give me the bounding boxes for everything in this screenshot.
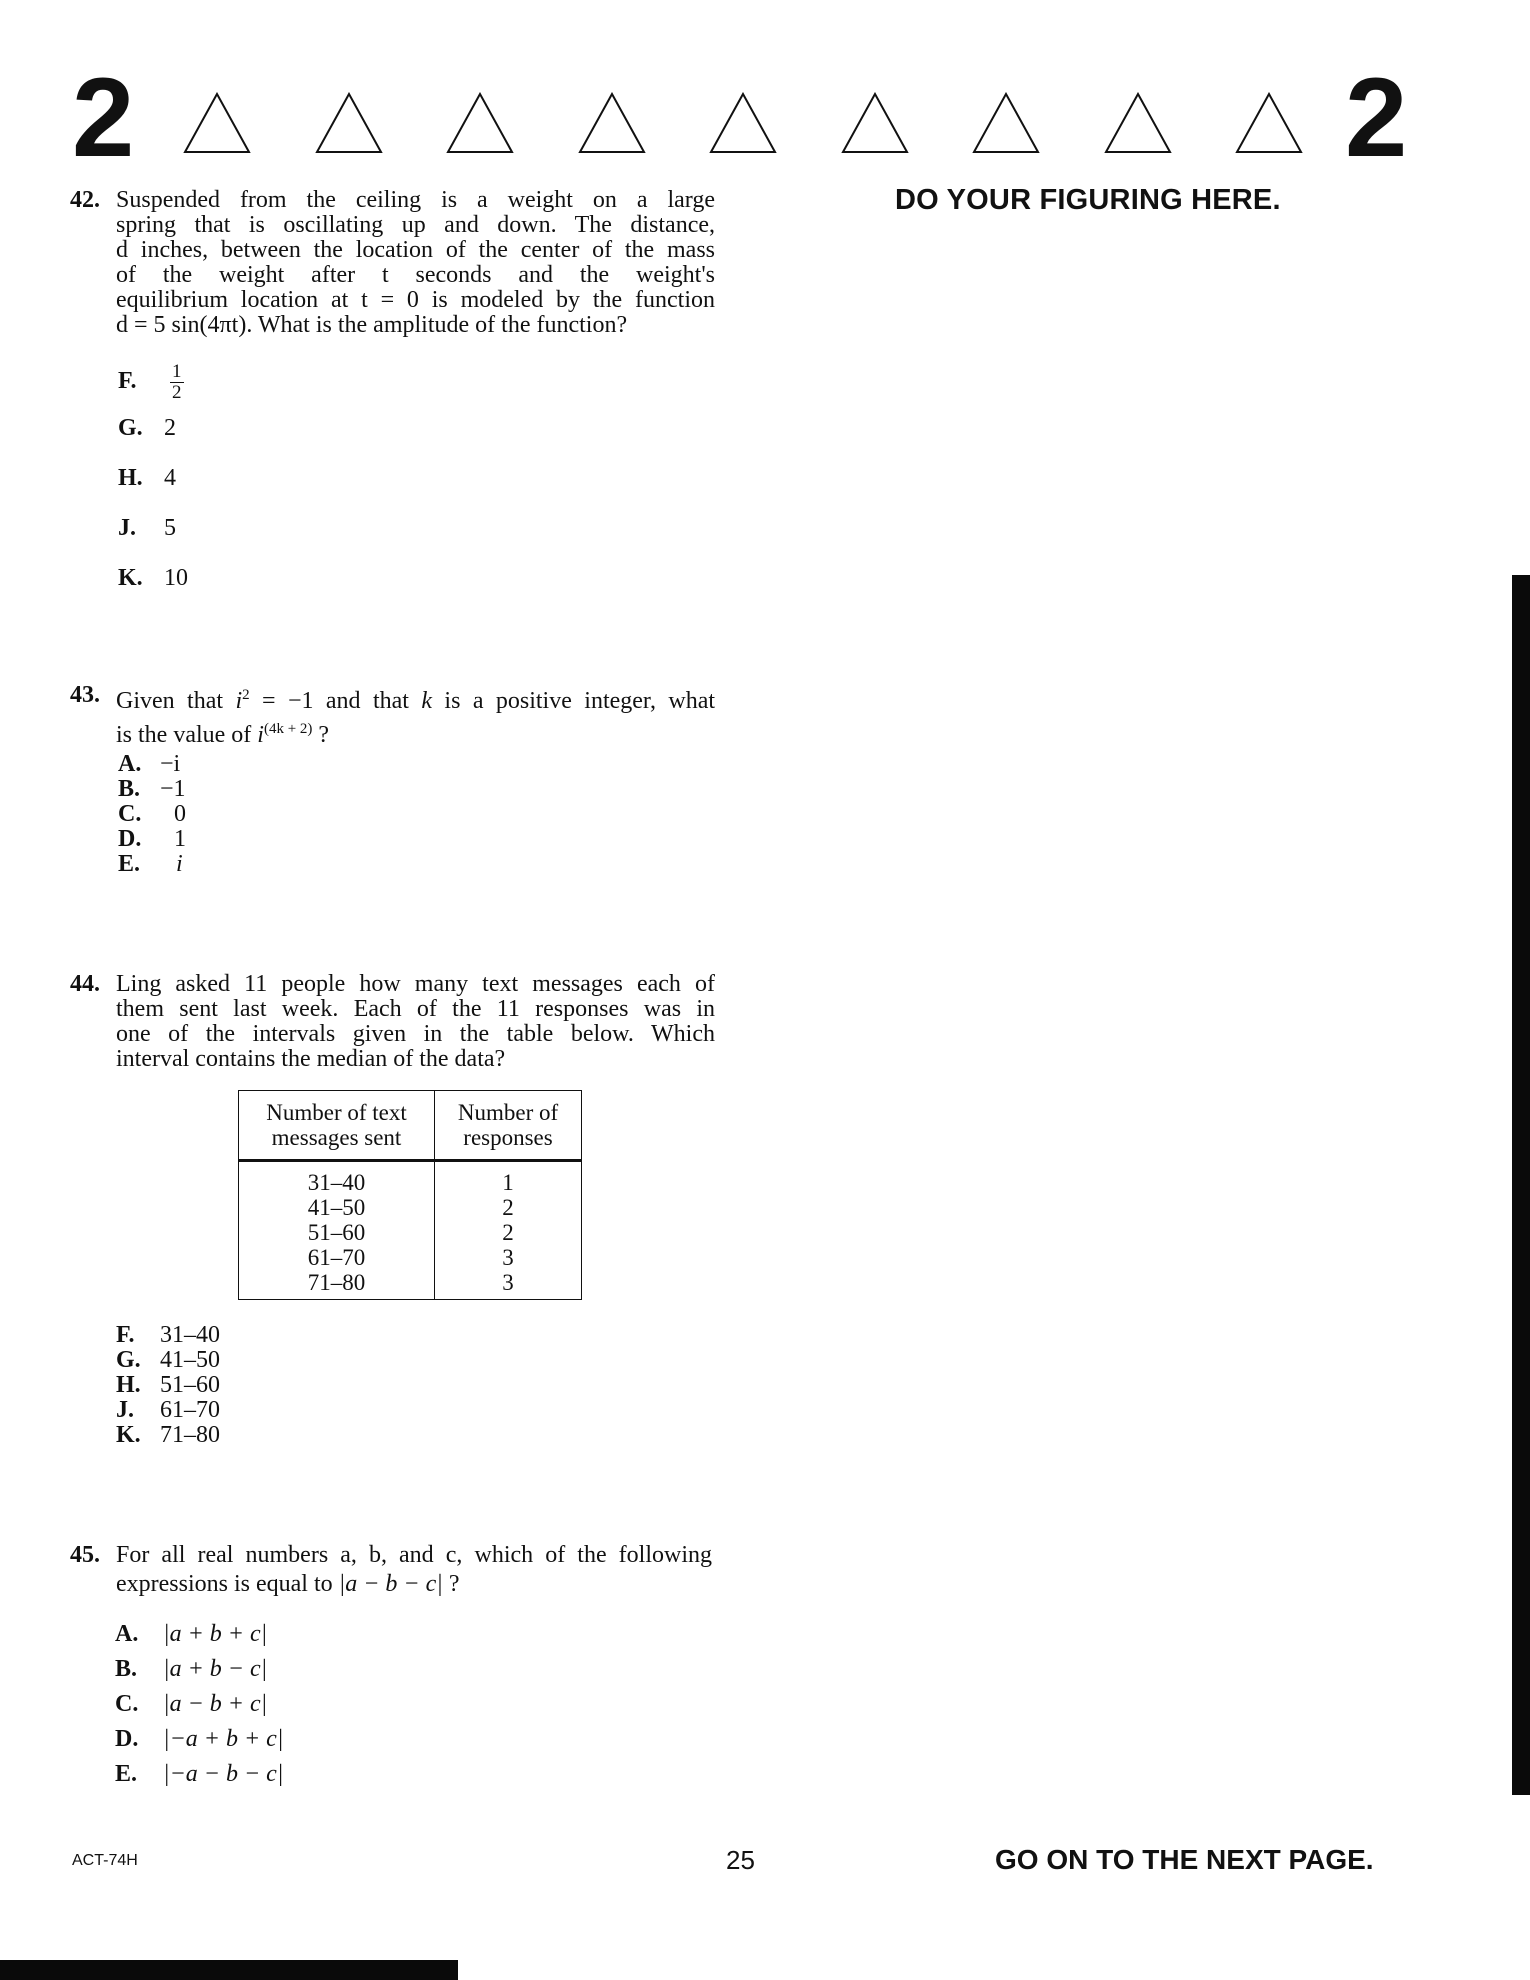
question-number: 42. [70,187,100,213]
question-line: Given that $i^2 = -1$ and that k is a positive integer, what [116,687,716,714]
interval-column [239,1161,435,1300]
triangle-outline [448,94,512,152]
next-page-note: GO ON TO THE NEXT PAGE. [995,1844,1374,1875]
option-c[interactable] [118,802,186,827]
scan-edge-right [1512,575,1530,1795]
question-text [116,188,715,338]
question-number: 43. [70,682,100,708]
option-value: 0 [174,801,186,827]
option-value: 5 [164,515,176,541]
option-value: 2 [164,415,176,441]
table-cell: 51–60 [307,1220,366,1245]
triangle-outline [843,94,907,152]
table-row [239,1161,582,1300]
question-line: interval contains the median of the data? [116,1046,506,1072]
responses-column [435,1161,582,1300]
option-value: 71–80 [160,1422,220,1448]
option-label: J. [118,515,136,541]
option-value: 10 [164,565,188,591]
option-a[interactable] [118,752,186,777]
option-label: K. [116,1422,141,1448]
question-text [116,972,715,1072]
question-line: one of the intervals given in the table below. Which [116,1021,715,1047]
data-table [238,1090,582,1300]
option-e[interactable] [118,852,186,877]
text-part: expressions is equal to [116,1571,339,1597]
scan-edge-bottom [0,1960,458,1980]
question-number: 44. [70,971,100,997]
triangle-icon [709,92,777,154]
text-part: = −1 and that [249,688,422,714]
triangle-outline [974,94,1038,152]
option-label: G. [118,415,143,441]
table-cell: 71–80 [307,1270,366,1295]
triangle-outline [1237,94,1301,152]
option-j[interactable] [116,1398,220,1423]
question-line: spring that is oscillating up and down. The distance, [116,212,715,238]
question-line: For all real numbers a, b, and c, which of the following [116,1542,712,1568]
question-line: is the value of $i^{(4k + 2)}$ ? [116,721,330,748]
fraction [170,362,184,403]
question-line: of the weight after t seconds and the weight's [116,262,715,288]
option-j[interactable] [118,515,176,542]
option-label: C. [115,1691,139,1717]
text-part: is the value of [116,722,258,748]
table-cell: 61–70 [307,1245,366,1270]
option-f[interactable] [116,1323,220,1348]
triangle-outline [317,94,381,152]
table-cell: 3 [502,1270,514,1295]
table-cell: 1 [502,1170,514,1195]
option-label: E. [115,1761,138,1787]
triangle-icon [841,92,909,154]
option-d[interactable] [115,1722,283,1757]
options-44 [116,1323,220,1448]
option-label: H. [116,1372,141,1398]
option-value: 31–40 [160,1322,220,1348]
option-b[interactable] [115,1652,283,1687]
option-label: D. [118,826,142,852]
option-label: H. [118,465,143,491]
option-value: |a + b + c| [163,1621,268,1647]
option-label: E. [118,851,141,877]
expression: |a − b − c| [338,1571,443,1597]
question-line: d = 5 sin(4πt). What is the amplitude of the function? [116,312,628,338]
triangle-outline [580,94,644,152]
option-label: K. [118,565,143,591]
option-label: A. [115,1621,139,1647]
options-43 [118,752,186,877]
table-header [239,1091,435,1161]
text-part: is a positive integer, what [432,688,716,714]
triangle-icon [1235,92,1303,154]
option-k[interactable] [116,1423,220,1448]
question-44 [70,972,715,1072]
option-label: B. [118,776,141,802]
question-text [116,683,715,748]
option-h[interactable] [118,465,176,492]
triangle-icon [972,92,1040,154]
header-line: messages sent [271,1125,402,1150]
question-text [116,1543,712,1597]
triangle-icon [1104,92,1172,154]
question-line: equilibrium location at t = 0 is modeled by the function [116,287,715,313]
option-b[interactable] [118,777,186,802]
option-value: 61–70 [160,1397,220,1423]
text-part: ? [442,1571,460,1597]
option-value: |−a − b − c| [163,1761,284,1787]
table-cell: 3 [502,1245,514,1270]
question-42 [70,188,715,338]
question-line: Ling asked 11 people how many text messages each of [116,971,715,997]
triangle-outline [711,94,775,152]
option-f[interactable] [118,362,184,403]
option-c[interactable] [115,1687,283,1722]
option-value: |−a + b + c| [163,1726,284,1752]
option-g[interactable] [118,415,176,442]
option-label: A. [118,751,142,777]
fraction-denominator: 2 [172,382,182,403]
option-value: −1 [160,776,186,802]
option-value: 4 [164,465,176,491]
table-cell: 31–40 [307,1170,366,1195]
fraction-numerator: 1 [172,361,182,382]
section-number-left: 2 [72,55,135,180]
option-e[interactable] [115,1757,283,1792]
option-label: F. [116,1322,135,1348]
test-code: ACT-74H [72,1852,138,1869]
table-header-row [239,1091,582,1161]
question-line: Suspended from the ceiling is a weight on a large [116,187,715,213]
option-k[interactable] [118,565,188,592]
option-value: |a + b − c| [163,1656,268,1682]
options-45 [115,1617,283,1792]
option-value: −i [160,751,181,777]
triangle-icon [315,92,383,154]
triangle-outline [1106,94,1170,152]
option-g[interactable] [116,1348,220,1373]
triangle-icon [578,92,646,154]
question-line: d inches, between the location of the center of the mass [116,237,715,263]
header-line: Number of text [266,1100,407,1125]
section-number-right: 2 [1345,55,1408,180]
option-label: G. [116,1347,141,1373]
option-label: F. [118,368,137,395]
triangle-icon [446,92,514,154]
option-value: 41–50 [160,1347,220,1373]
text-part: ? [312,722,330,748]
option-label: C. [118,801,142,827]
page-number: 25 [726,1845,755,1875]
option-value: i [176,851,183,877]
triangle-icon [183,92,251,154]
option-label: D. [115,1726,139,1752]
question-43 [70,683,715,748]
question-45 [70,1543,712,1597]
triangle-outline [185,94,249,152]
text-part: Given that [116,688,236,714]
option-value: 1 [174,826,186,852]
option-value: |a − b + c| [163,1691,268,1717]
question-line [116,1572,712,1597]
header-line: responses [463,1125,553,1150]
option-label: J. [116,1397,134,1423]
exponent: (4k + 2) [263,721,313,737]
question-number: 45. [70,1542,100,1568]
table-cell: 2 [502,1195,514,1220]
table-cell: 2 [502,1220,514,1245]
table-header [435,1091,582,1161]
option-h[interactable] [116,1373,220,1398]
option-d[interactable] [118,827,186,852]
table-cell: 41–50 [307,1195,366,1220]
figuring-note: DO YOUR FIGURING HERE. [895,184,1281,216]
header-line: Number of [457,1100,559,1125]
option-label: B. [115,1656,138,1682]
question-line: them sent last week. Each of the 11 responses was in [116,996,715,1022]
option-value: 51–60 [160,1372,220,1398]
option-a[interactable] [115,1617,283,1652]
